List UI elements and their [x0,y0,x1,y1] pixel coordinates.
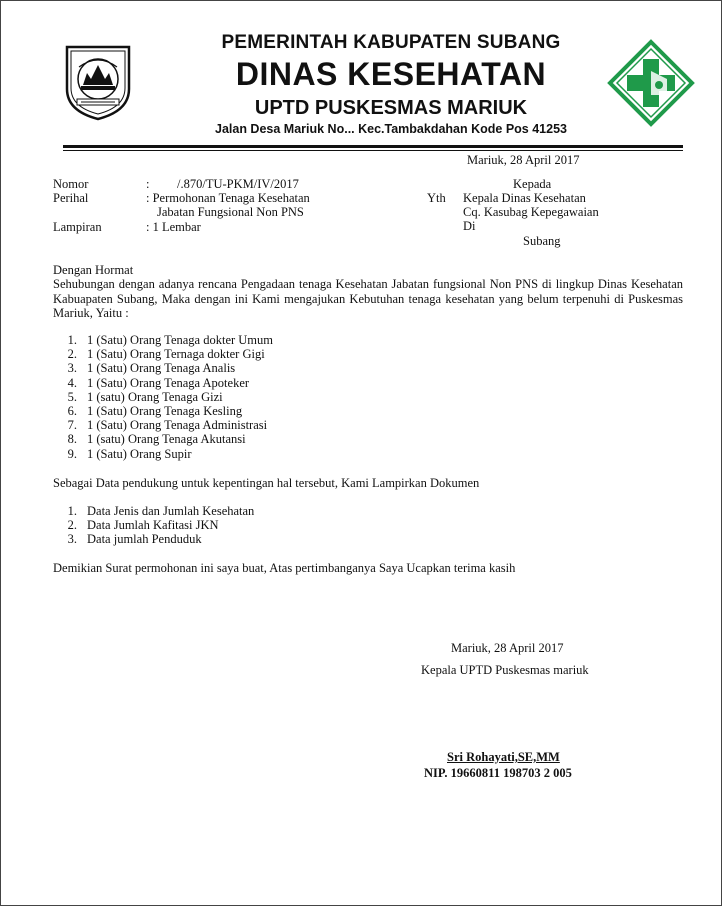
lampiran-label: Lampiran [53,220,102,234]
recipient-line3: Di [463,219,476,233]
list-item: 3. 1 (Satu) Orang Tenaga Analis [67,361,236,376]
letterhead-government: PEMERINTAH KABUPATEN SUBANG [221,32,561,53]
perihal-value-line1: : Permohonan Tenaga Kesehatan [146,191,310,205]
nomor-value: /.870/TU-PKM/IV/2017 [177,177,299,191]
letterhead-divider-thick [63,145,683,148]
list-item: 2. Data Jumlah Kafitasi JKN [67,518,219,533]
list-item: 9. 1 (Satu) Orang Supir [67,446,192,461]
list-item: 2. 1 (Satu) Orang Ternaga dokter Gigi [67,347,265,362]
signature-place-date: Mariuk, 28 April 2017 [451,641,564,655]
signature-position: Kepala UPTD Puskesmas mariuk [421,663,589,677]
list-item: 1. Data Jenis dan Jumlah Kesehatan [67,504,255,518]
nomor-colon: : [146,177,150,191]
list-item: 4. 1 (Satu) Orang Tenaga Apoteker [67,375,250,390]
perihal-label: Perihal [53,191,89,205]
greeting: Dengan Hormat [53,263,134,277]
perihal-value-line2: Jabatan Fungsional Non PNS [157,205,304,219]
intro-paragraph: Sehubungan dengan adanya rencana Pengadaan tenaga Kesehatan Jabatan fungsional Non PNS di lingkup Dinas Kesehatan Kabuapaten Subang, Maka dengan ini Kami mengajukan Kebutuhan tenaga kesehatan yang belum terpenuhi di Puskesmas Mariuk, Yaitu : [53,277,683,320]
letterhead-divider-thin [63,150,683,151]
letterhead-address: Jalan Desa Mariuk No... Kec.Tambakdahan Kode Pos 41253 [215,122,567,136]
letterhead-unit: UPTD PUSKESMAS MARIUK [254,97,528,119]
list-item: 8. 1 (satu) Orang Tenaga Akutansi [67,432,246,447]
date-line: Mariuk, 28 April 2017 [467,153,580,167]
recipient-kepada: Kepada [513,177,552,191]
nomor-label: Nomor [53,177,89,191]
list-item: 6. 1 (Satu) Orang Tenaga Kesling [67,403,243,418]
support-text: Sebagai Data pendukung untuk kepentingan hal tersebut, Kami Lampirkan Dokumen [53,476,480,490]
needs-list [59,333,459,461]
list-item: 7. 1 (Satu) Orang Tenaga Administrasi [67,418,268,433]
recipient-yth: Yth [427,191,446,205]
recipient-line2: Cq. Kasubag Kepegawaian [463,205,599,219]
closing-sentence: Demikian Surat permohonan ini saya buat, Atas pertimbanganya Saya Ucapkan terima kasih [53,561,516,575]
lampiran-value: : 1 Lembar [146,220,201,234]
list-item: 1. 1 (Satu) Orang Tenaga dokter Umum [67,333,273,347]
list-item: 3. Data jumlah Penduduk [67,532,202,547]
list-item: 5. 1 (satu) Orang Tenaga Gizi [67,389,223,404]
recipient-line1: Kepala Dinas Kesehatan [463,191,586,205]
kabupaten-subang-emblem [63,43,133,121]
documents-list [59,504,459,547]
signer-name: Sri Rohayati,SE,MM [447,750,560,764]
recipient-line4: Subang [523,234,561,248]
letterhead-department: DINAS KESEHATAN [235,56,547,92]
signer-nip: NIP. 19660811 198703 2 005 [424,766,572,780]
